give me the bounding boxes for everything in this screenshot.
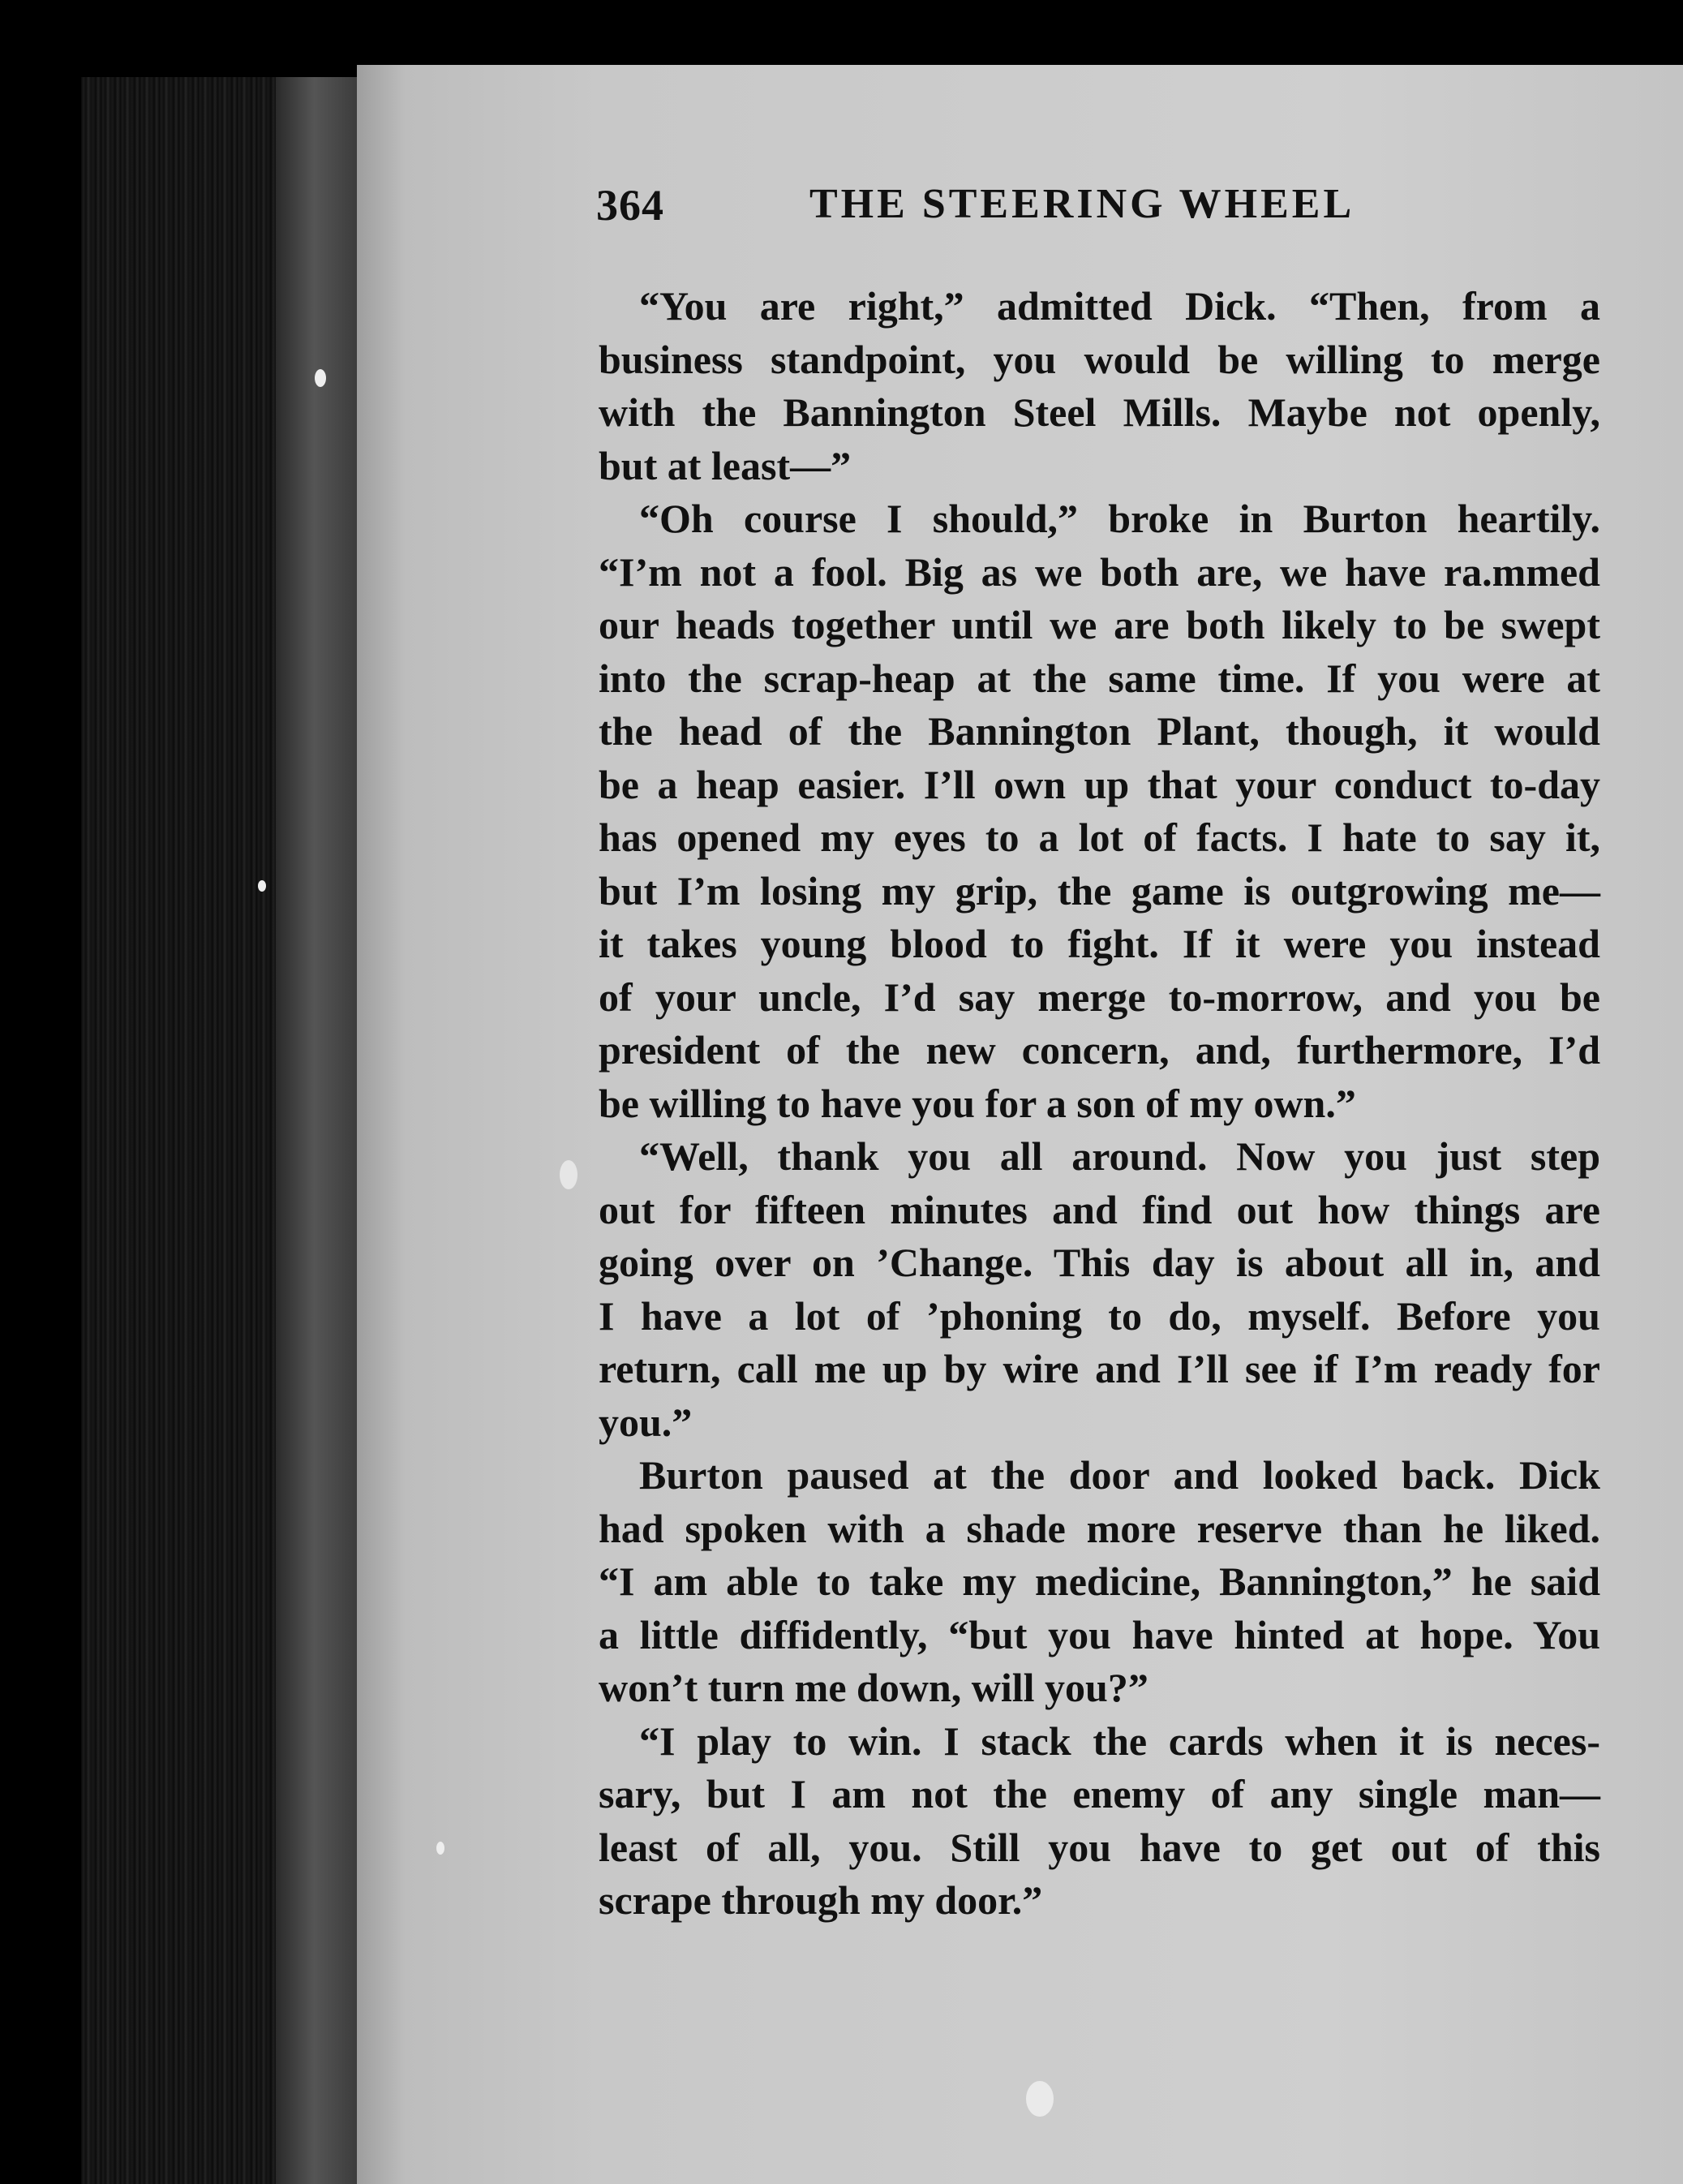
text-line: out for fifteen minutes and find out how things are (599, 1186, 1600, 1232)
text-line: but at least—” (599, 442, 852, 488)
text-line: “I’m not a fool. Big as we both are, we have ra.mmed (599, 548, 1600, 595)
text-line: into the scrap-heap at the same time. If you were at (599, 655, 1600, 701)
text-line: “I am able to take my medicine, Bannington,” he said (599, 1558, 1600, 1604)
text-line: “Well, thank you all around. Now you just step (639, 1133, 1600, 1179)
text-line: a little diffidently, “but you have hinted at hope. You (599, 1611, 1600, 1657)
text-line: be a heap easier. I’ll own up that your conduct to-day (599, 761, 1600, 807)
body-text (599, 280, 1600, 1928)
text-line: our heads together until we are both likely to be swept (599, 602, 1600, 647)
paragraph-3 (599, 1130, 1600, 1449)
page-edge-shadow (276, 77, 361, 2184)
paragraph-1 (599, 280, 1600, 492)
text-line: sary, but I am not the enemy of any single man— (599, 1771, 1600, 1816)
text-line: Burton paused at the door and looked back. Dick (639, 1452, 1600, 1498)
paragraph-2 (599, 492, 1600, 1130)
dust-speck (258, 880, 266, 892)
dust-speck (560, 1160, 577, 1189)
text-line: going over on ’Change. This day is about all in, and (599, 1240, 1600, 1285)
dust-speck (436, 1842, 444, 1855)
dust-speck (315, 369, 326, 387)
text-line: “Oh course I should,” broke in Burton heartily. (639, 496, 1600, 541)
paragraph-5 (599, 1715, 1600, 1928)
text-line: “You are right,” admitted Dick. “Then, from a (639, 283, 1600, 329)
scan-top-border (0, 0, 1683, 69)
text-line: the head of the Bannington Plant, though, it would (599, 708, 1600, 754)
dust-speck (1026, 2081, 1054, 2117)
page-number: 364 (596, 181, 664, 230)
text-line: I have a lot of ’phoning to do, myself. Before you (599, 1292, 1600, 1339)
text-line: be willing to have you for a son of my own.” (599, 1080, 1356, 1126)
paragraph-4 (599, 1449, 1600, 1715)
text-line: president of the new concern, and, furthermore, I’d (599, 1027, 1600, 1073)
text-line: has opened my eyes to a lot of facts. I hate to say it, (599, 815, 1600, 860)
text-line: it takes young blood to fight. If it were you instead (599, 921, 1600, 966)
text-line: business standpoint, you would be willing to merge (599, 336, 1600, 382)
text-line: least of all, you. Still you have to get out of this (599, 1824, 1600, 1870)
text-line: with the Bannington Steel Mills. Maybe not openly, (599, 389, 1600, 435)
text-line: won’t turn me down, will you?” (599, 1665, 1148, 1710)
text-line: you.” (599, 1399, 693, 1445)
text-line: of your uncle, I’d say merge to-morrow, and you be (599, 974, 1600, 1020)
text-line: “I play to win. I stack the cards when it is neces- (639, 1718, 1600, 1764)
text-line: scrape through my door.” (599, 1877, 1043, 1923)
text-line: but I’m losing my grip, the game is outgrowing me— (599, 867, 1600, 914)
text-line: return, call me up by wire and I’ll see if I’m ready for (599, 1346, 1600, 1391)
running-header (596, 180, 1651, 245)
text-line: had spoken with a shade more reserve than he liked. (599, 1505, 1600, 1551)
running-title: THE STEERING WHEEL (809, 181, 1355, 227)
